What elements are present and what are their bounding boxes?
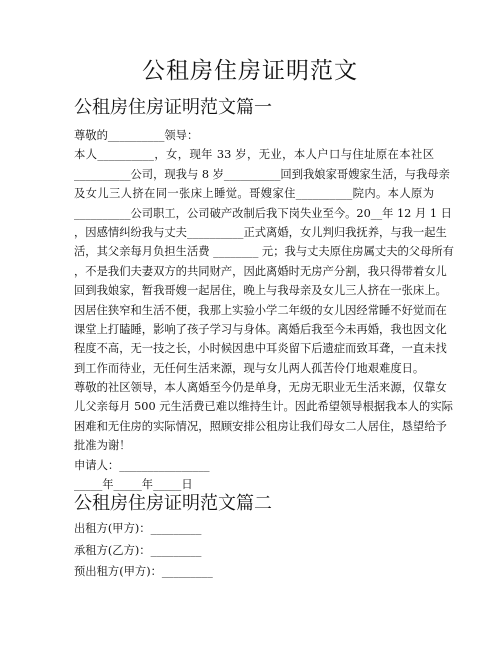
text-line: 到工作而待业，无任何生活来源，现与女儿两人孤苦伶仃地艰难度日。 xyxy=(74,361,425,375)
section-2-body xyxy=(74,518,374,583)
text-line: 回到我娘家，暂我哥嫂一起居住，晚上与我母亲及女儿三人挤在一张床上。 xyxy=(74,284,447,298)
text-line: 儿父亲每月 500 元生活费已难以维持生计。因此希望领导根据我本人的实际 xyxy=(74,400,453,414)
lessee-line: 承租方(乙方)：_________ xyxy=(74,543,202,557)
text-line: 因居住狭窄和生活不便，我那上实验小学二年级的女儿因经常睡不好觉而在 xyxy=(74,303,447,317)
text-line: 及女儿三人挤在同一张床上睡觉。哥嫂家住__________院内。本人原为 xyxy=(74,187,434,201)
text-line: 程度不高，无一技之长，小时候因患中耳炎留下后遗症而致耳聋，一直未找 xyxy=(74,342,447,356)
applicant-line: 申请人：________________ xyxy=(74,458,210,472)
text-line: 本人__________，女，现年 33 岁，无业，本人户口与住址原在本社区 xyxy=(74,148,434,162)
text-line: 尊敬的__________领导： xyxy=(74,129,199,142)
text-line: 困难和无住房的实际情况，照顾安排公租房让我们母女二人居住，恳望给予 xyxy=(74,419,447,433)
text-line: __________公司职工，公司破产改制后我下岗失业至今。20__年 12 月 1 日 xyxy=(74,206,452,220)
text-line: ，不是我们夫妻双方的共同财产，因此离婚时无房产分割，我只得带着女儿 xyxy=(74,264,447,278)
section-heading-1: 公租房住房证明范文篇一 xyxy=(74,97,272,118)
date-line: _____年_____年_____日 xyxy=(74,478,193,492)
document-title: 公租房住房证明范文 xyxy=(142,58,358,84)
section-1-body xyxy=(74,126,454,494)
lessor-line: 出租方(甲方)：_________ xyxy=(74,522,202,535)
text-line: ，因感情纠纷我与丈夫__________正式离婚，女儿判归我抚养，与我一起生 xyxy=(74,225,447,239)
text-line: 批准为谢！ xyxy=(74,439,131,453)
section-heading-2: 公租房住房证明范文篇二 xyxy=(74,493,272,514)
text-line: 活，其父亲每月负担生活费 ________ 元；我与丈夫原住房属丈夫的父母所有 xyxy=(74,245,454,259)
text-line: __________公司，现我与 8 岁__________回到我娘家哥嫂家生活，与我母亲 xyxy=(74,167,450,181)
text-line: 课堂上打瞌睡，影响了孩子学习与身体。离婚后我至今未再婚，我也因文化 xyxy=(74,322,447,336)
pre-lessor-line: 预出租方(甲方)：_________ xyxy=(74,565,213,578)
text-line: 尊敬的社区领导，本人离婚至今仍是单身，无房无职业无生活来源，仅靠女 xyxy=(74,381,447,395)
